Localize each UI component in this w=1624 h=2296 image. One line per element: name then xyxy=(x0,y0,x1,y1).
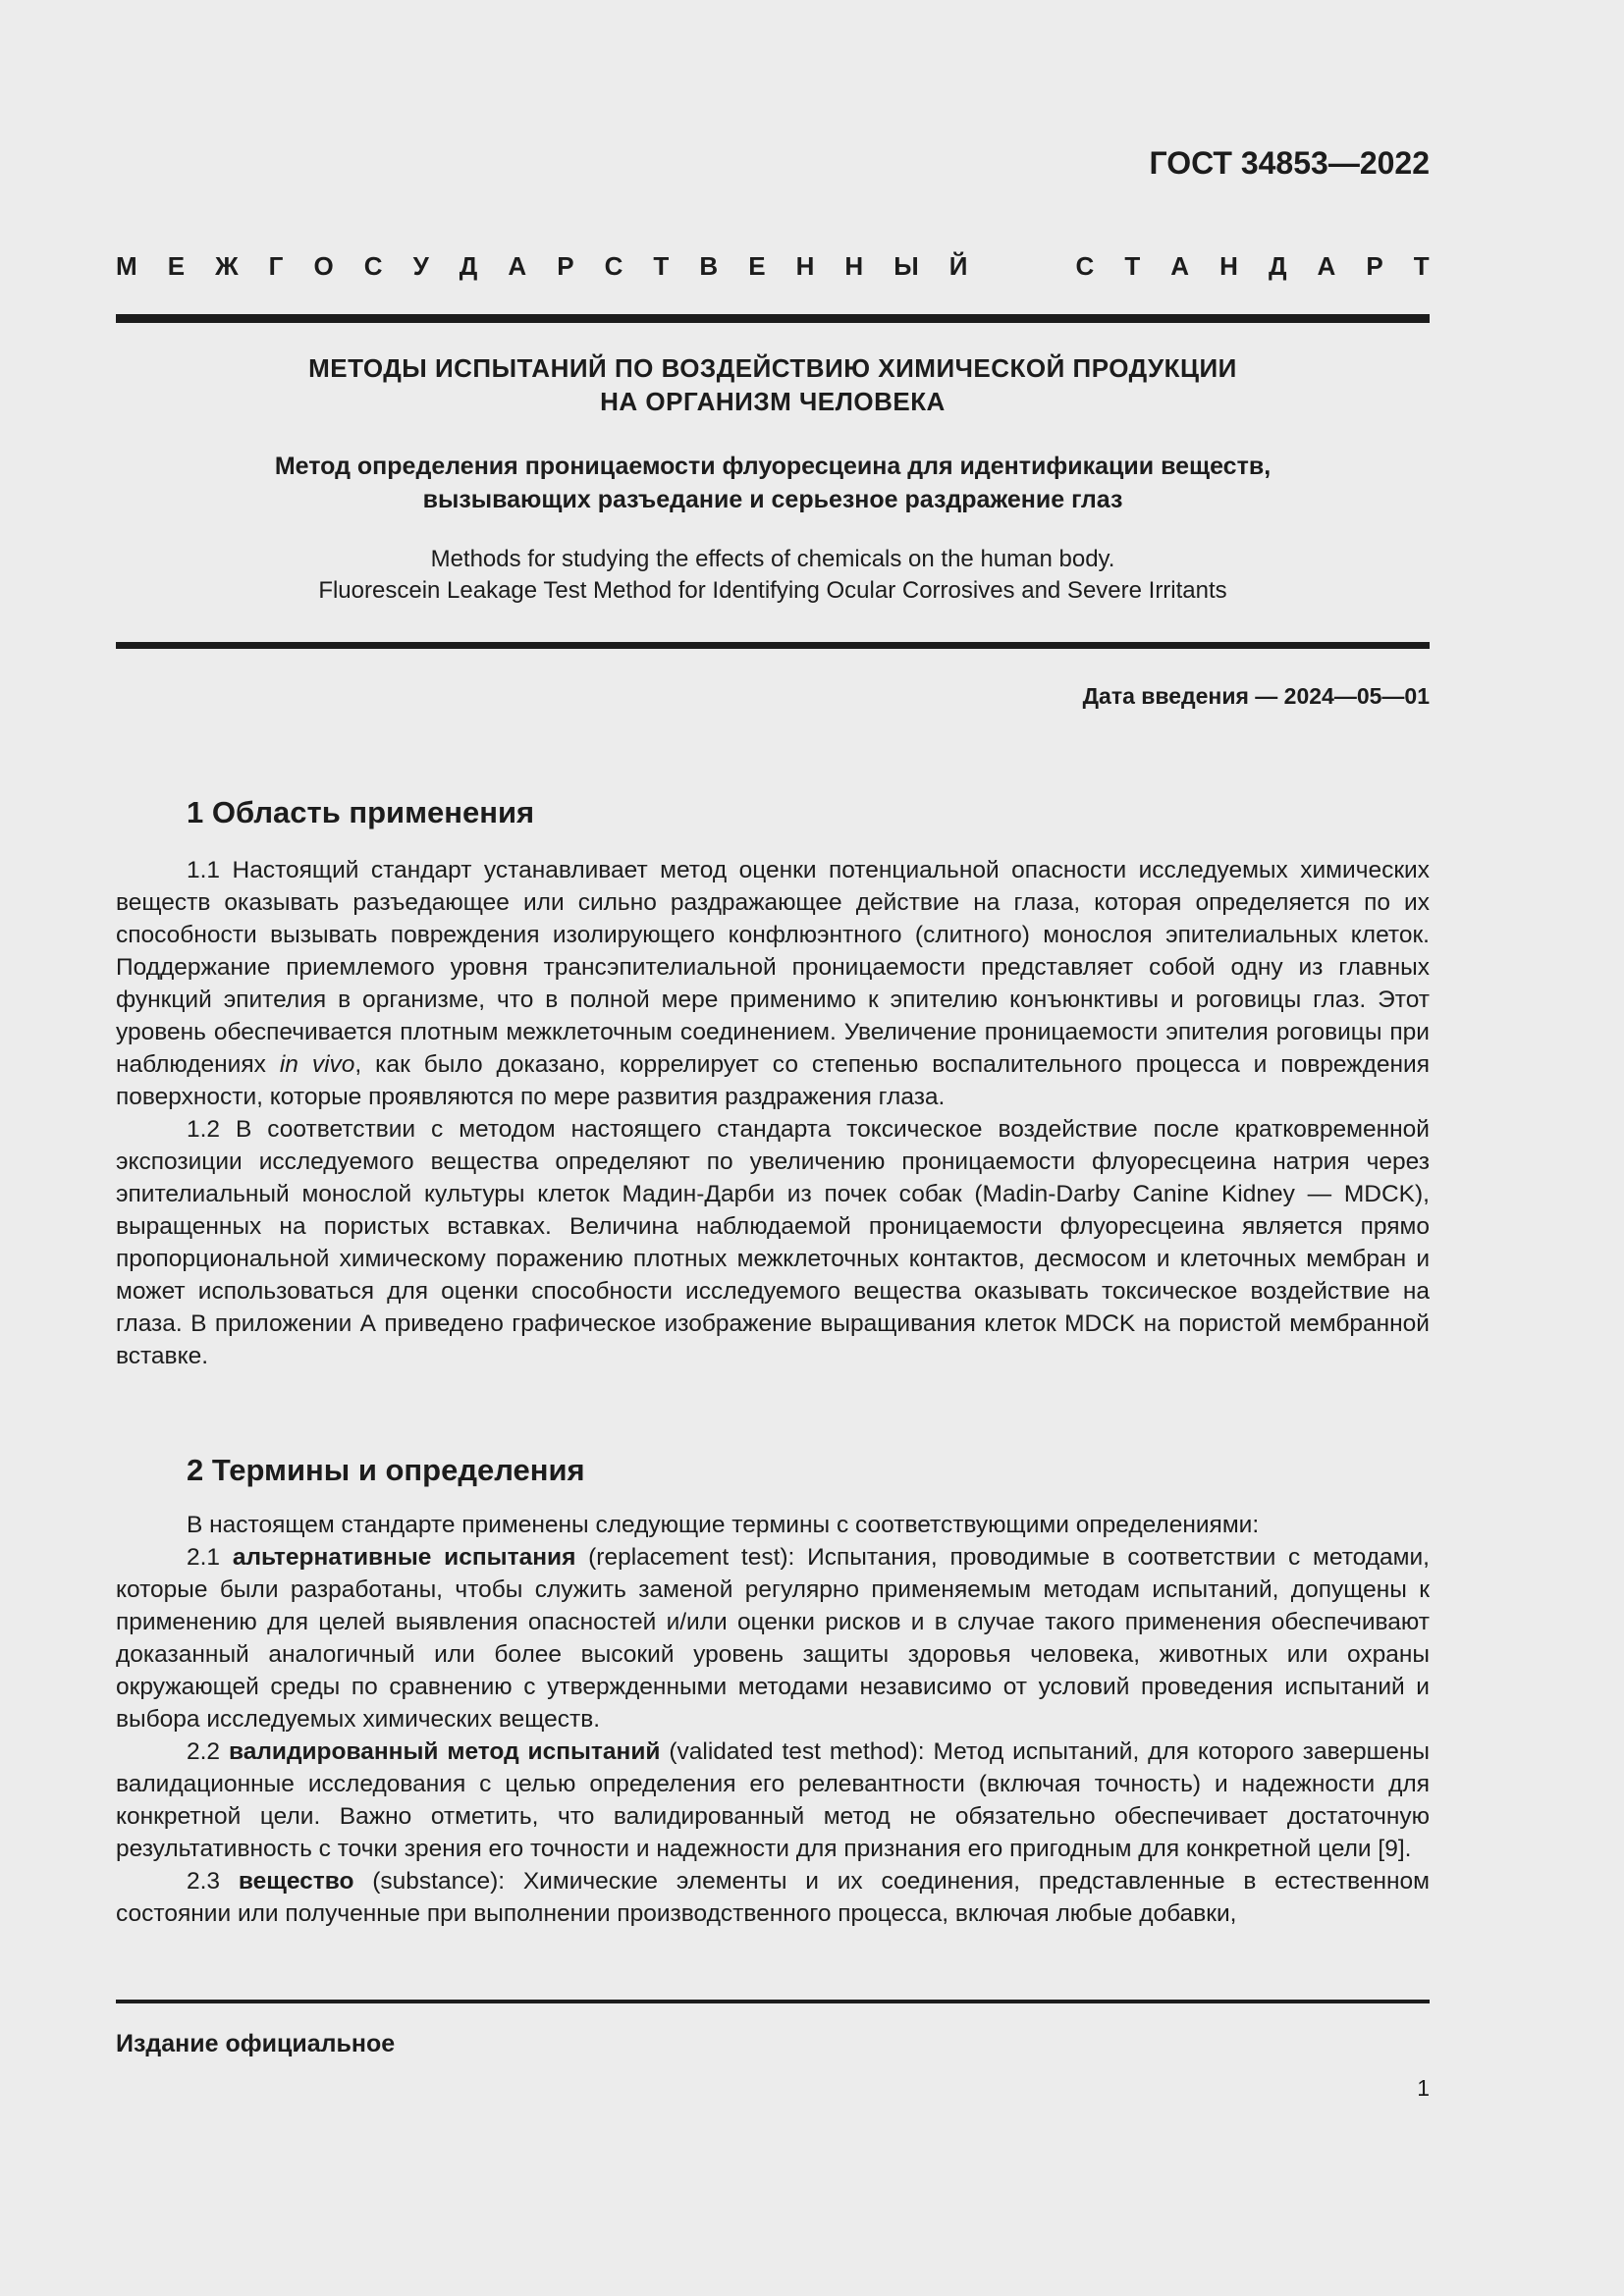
official-edition-label: Издание официальное xyxy=(116,2030,396,2057)
section-1-heading: 1 Область применения xyxy=(187,795,535,829)
title-line: МЕТОДЫ ИСПЫТАНИЙ ПО ВОЗДЕЙСТВИЮ ХИМИЧЕСКОЙ ПРОДУКЦИИ xyxy=(308,353,1237,383)
term-2-2: 2.2 валидированный метод испытаний (validated test method): Метод испытаний, для которого завершены валидационные исследования с целью определения его релевантности (включая точность) и надежности для конкретной цели. Важно отметить, что валидированный метод не обязательно обеспечивает достаточную результативность с точки зрения его точности и надежности для признания его пригодным для конкретной цели [9]. xyxy=(116,1738,1430,1862)
banner-letter: Р xyxy=(1366,251,1383,281)
banner-letter: Е xyxy=(167,251,186,281)
banner-letter: Й xyxy=(948,251,968,281)
banner-letter: У xyxy=(412,251,429,281)
term-name: валидированный метод испытаний xyxy=(228,1738,661,1765)
english-title xyxy=(116,544,1430,607)
term-name: альтернативные испытания xyxy=(232,1544,576,1571)
banner-letter: С xyxy=(1075,251,1095,281)
section-2-intro: В настоящем стандарте применены следующие термины с соответствующими определениями: xyxy=(187,1512,1260,1538)
banner-letter: А xyxy=(1170,251,1190,281)
term-2-1: 2.1 альтернативные испытания (replacement test): Испытания, проводимые в соответствии с методами, которые были разработаны, чтобы служить заменой регулярно применяемым методам испытаний, допущены к применению для целей выявления опасностей и/или оценки рисков и в случае такого применения обеспечивают доказанный аналогичный или более высокий уровень защиты здоровья человека, животных или охраны окружающей среды по сравнению с утвержденными методами независимо от условий проведения испытаний и выбора исследуемых химических веществ. xyxy=(116,1544,1430,1733)
banner-letter: Т xyxy=(1124,251,1141,281)
paragraph-1-2: 1.2 В соответствии с методом настоящего стандарта токсическое воздействие после кратковременной экспозиции исследуемого вещества определяют по увеличению проницаемости флуоресцеина натрия через эпителиальный монослой культуры клеток Мадин-Дарби из почек собак (Madin-Darby Canine Kidney — MDCK), выращенных на пористых вставках. Величина наблюдаемой проницаемости флуоресцеина является прямо пропорциональной химическому поражению плотных межклеточных контактов, десмосом и клеточных мембран и может использоваться для оценки способности исследуемого вещества оказывать токсическое воздействие на глаза. В приложении А приведено графическое изображение выращивания клеток MDCK на пористой мембранной вставке. xyxy=(116,1116,1430,1369)
banner-letter: С xyxy=(363,251,383,281)
banner-letter: Д xyxy=(459,251,478,281)
banner-letter: А xyxy=(508,251,527,281)
top-divider xyxy=(116,314,1430,323)
term-name: вещество xyxy=(238,1868,354,1895)
banner-letter: Ж xyxy=(215,251,239,281)
subtitle-line: вызывающих разъедание и серьезное раздражение глаз xyxy=(422,486,1123,513)
banner-letter: Н xyxy=(844,251,864,281)
english-title-line: Methods for studying the effects of chemicals on the human body. xyxy=(430,546,1115,572)
section-2-body xyxy=(116,1509,1430,1930)
footer-divider xyxy=(116,2000,1430,2003)
term-2-3: 2.3 вещество (substance): Химические элементы и их соединения, представленные в естественном состоянии или полученные при выполнении производственного процесса, включая любые добавки, xyxy=(116,1868,1430,1927)
banner-letter: А xyxy=(1317,251,1336,281)
interstate-standard-banner xyxy=(116,251,1430,282)
introduction-date: Дата введения — 2024—05—01 xyxy=(1082,683,1430,709)
banner-letter: Р xyxy=(557,251,574,281)
banner-letter: Н xyxy=(795,251,815,281)
banner-letter: Т xyxy=(1413,251,1430,281)
banner-letter: С xyxy=(604,251,623,281)
banner-letter: Д xyxy=(1268,251,1287,281)
banner-letter: Т xyxy=(653,251,670,281)
document-title xyxy=(116,351,1430,418)
section-2-heading: 2 Термины и определения xyxy=(187,1453,585,1487)
banner-letter: О xyxy=(313,251,334,281)
document-page xyxy=(116,0,1430,2296)
page-number: 1 xyxy=(1417,2075,1430,2101)
banner-word-gap xyxy=(998,251,1045,282)
document-subtitle xyxy=(116,450,1430,516)
paragraph-1-1: 1.1 Настоящий стандарт устанавливает метод оценки потенциальной опасности исследуемых химических веществ оказывать разъедающее или сильно раздражающее действие на глаза, которая определяется по их способности вызывать повреждения изолирующего конфлюэнтного (слитного) монослоя эпителиальных клеток. Поддержание приемлемого уровня трансэпителиальной проницаемости представляет собой одну из главных функций эпителия в организме, что в полной мере применимо к эпителию конъюнктивы и роговицы глаз. Этот уровень обеспечивается плотным межклеточным соединением. Увеличение проницаемости эпителия роговицы при наблюдениях in vivo, как было доказано, коррелирует со степенью воспалительного процесса и повреждения поверхности, которые проявляются по мере развития раздражения глаза. xyxy=(116,857,1430,1110)
document-number: ГОСТ 34853—2022 xyxy=(1149,145,1430,181)
banner-letter: Г xyxy=(268,251,284,281)
banner-letter: Ы xyxy=(893,251,919,281)
title-bottom-divider xyxy=(116,642,1430,649)
banner-letter: Е xyxy=(748,251,766,281)
subtitle-line: Метод определения проницаемости флуоресцеина для идентификации веществ, xyxy=(274,453,1272,480)
title-line: НА ОРГАНИЗМ ЧЕЛОВЕКА xyxy=(600,387,946,416)
banner-letter: М xyxy=(116,251,137,281)
section-1-body xyxy=(116,854,1430,1372)
banner-letter: В xyxy=(699,251,719,281)
banner-letter: Н xyxy=(1219,251,1238,281)
english-title-line: Fluorescein Leakage Test Method for Identifying Ocular Corrosives and Severe Irritants xyxy=(318,577,1227,604)
